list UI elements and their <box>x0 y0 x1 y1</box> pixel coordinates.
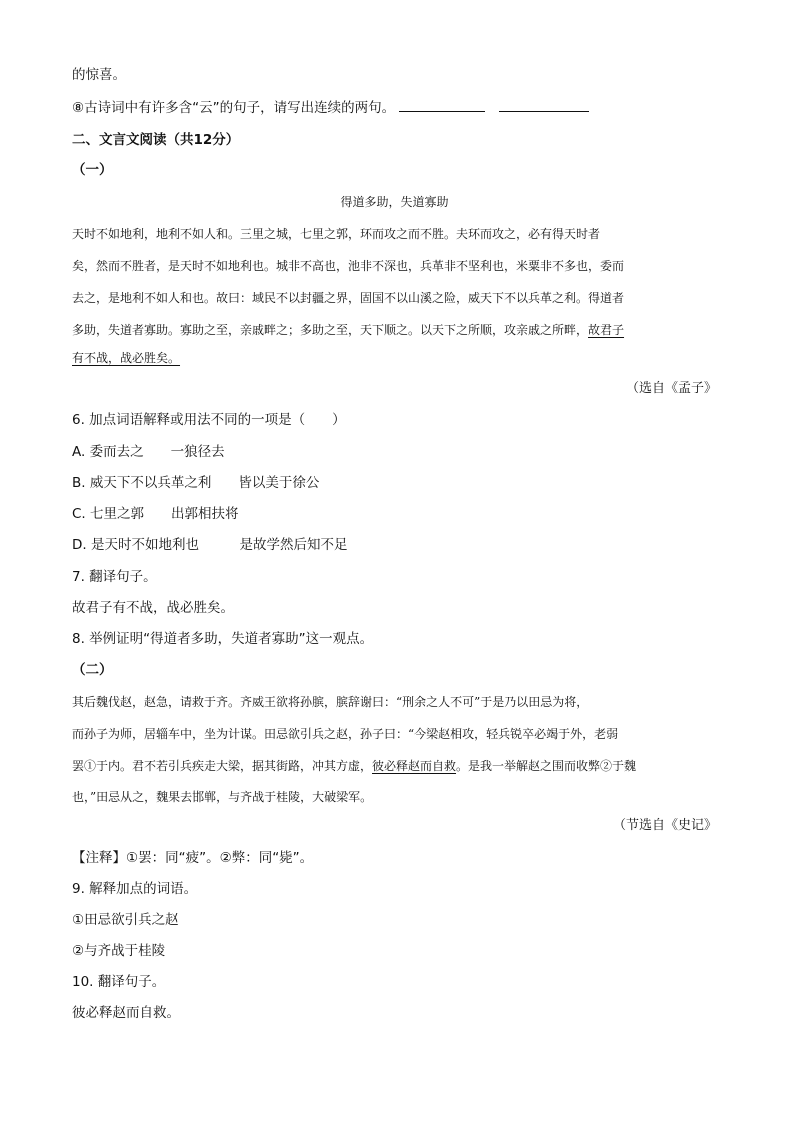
option-a[interactable]: A. 委而去之 一狼径去 <box>72 444 225 460</box>
answer-blank-2[interactable] <box>499 99 589 112</box>
section-heading: 二、文言文阅读（共12分） <box>72 132 240 148</box>
option-d[interactable]: D. 是天时不如地利也 是故学然后知不足 <box>72 537 348 553</box>
passage-text: 。是我一举解赵之围而收弊②于魏 <box>456 759 637 773</box>
question-6: 6. 加点词语解释或用法不同的一项是（ ） <box>72 412 346 428</box>
option-b[interactable]: B. 威天下不以兵革之利 皆以美于徐公 <box>72 475 320 491</box>
answer-blank-1[interactable] <box>399 99 485 112</box>
question-7-sentence: 故君子有不战，战必胜矣。 <box>72 600 234 616</box>
passage-line <box>72 350 717 366</box>
passage-text: 罢①于内。君不若引兵疾走大梁，据其街路，冲其方虚， <box>72 759 373 773</box>
question-9-item-2: ②与齐战于桂陵 <box>72 943 166 959</box>
underlined-text: 有不战，战必胜矣。 <box>72 351 181 365</box>
passage-line <box>72 322 717 338</box>
passage-line <box>72 758 717 774</box>
passage-line: 矣，然而不胜者，是天时不如地利也。城非不高也，池非不深也，兵革非不坚利也，米粟非不多也，委而 <box>72 259 625 273</box>
source-citation: （选自《孟子》 <box>625 381 717 396</box>
question-text: ⑧古诗词中有许多含“云”的句子，请写出连续的两句。 <box>72 100 396 116</box>
part-heading-2: （二） <box>72 662 113 678</box>
question-9: 9. 解释加点的词语。 <box>72 881 198 897</box>
passage-line: 去之，是地利不如人和也。故曰：域民不以封疆之界，固国不以山溪之险，威天下不以兵革之利。得道者 <box>72 291 625 305</box>
annotation-note: 【注释】①罢：同“疲”。②弊：同“毙”。 <box>72 850 314 866</box>
question-9-item-1: ①田忌欲引兵之赵 <box>72 912 179 928</box>
question-10-sentence: 彼必释赵而自救。 <box>72 1005 180 1021</box>
passage-text: 多助，失道者寡助。寡助之至，亲戚畔之；多助之至，天下顺之。以天下之所顺，攻亲戚之所畔， <box>72 323 589 337</box>
passage-line <box>72 226 717 242</box>
question-7: 7. 翻译句子。 <box>72 569 157 585</box>
passage-text: 天时不如地利，地利不如人和。三里之城，七里之郭，环而攻之而不胜。夫环而攻之，必有得天时者 <box>72 227 601 241</box>
passage-title: 得道多助，失道寡助 <box>340 195 449 209</box>
question-8: 8. 举例证明“得道者多助，失道者寡助”这一观点。 <box>72 631 374 647</box>
passage-line: 而孙子为师，居辎车中，坐为计谋。田忌欲引兵之赵，孙子曰：“今梁赵相攻，轻兵锐卒必竭于外，老弱 <box>72 727 619 741</box>
question-10: 10. 翻译句子。 <box>72 974 166 990</box>
text-line: 的惊喜。 <box>72 67 126 83</box>
underlined-text: 彼必释赵而自救 <box>372 759 457 773</box>
source-citation: （节选自《史记》 <box>612 818 717 833</box>
part-heading-1: （一） <box>72 162 113 178</box>
passage-line: 其后魏伐赵，赵急，请救于齐。齐威王欲将孙膑，膑辞谢曰：“刑余之人不可”于是乃以田忌为将， <box>72 695 589 709</box>
option-c[interactable]: C. 七里之郭 出郭相扶将 <box>72 506 239 522</box>
question-8-line <box>72 99 589 117</box>
passage-line: 也，”田忌从之，魏果去邯郸，与齐战于桂陵，大破梁军。 <box>72 790 373 804</box>
underlined-text: 故君子 <box>588 323 625 337</box>
